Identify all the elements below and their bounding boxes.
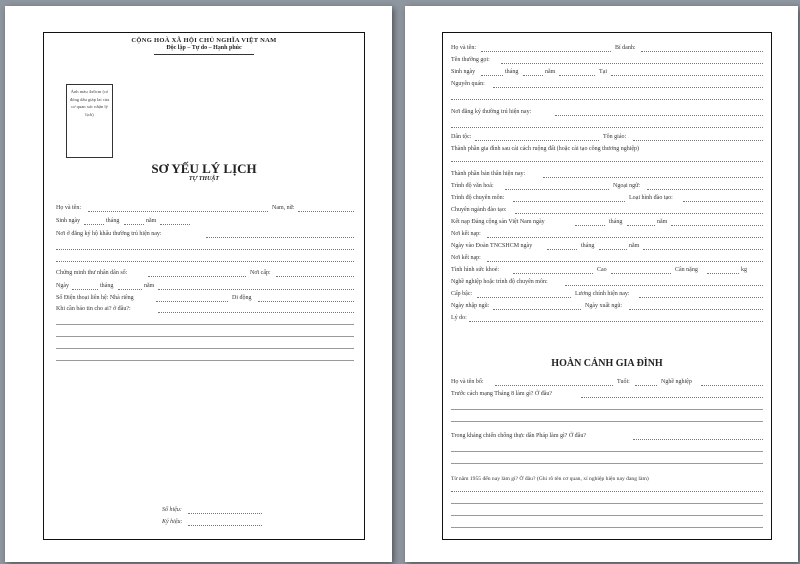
father-name-field[interactable] xyxy=(495,385,613,386)
health-label: Tình hình sức khoẻ: xyxy=(451,267,500,273)
page-1-frame xyxy=(43,32,365,540)
training-type-label: Loại hình đào tạo: xyxy=(629,195,673,201)
family-class-label: Thành phần gia đình sau cải cách ruộng đất (hoặc cải tạo công thương nghiệp) xyxy=(451,146,640,152)
since-1955-field[interactable] xyxy=(451,491,763,492)
party-place-label: Nơi kết nạp: xyxy=(451,231,481,237)
rank-field[interactable] xyxy=(477,297,571,298)
emergency-label: Khi cần báo tin cho ai? ở đâu?: xyxy=(56,306,131,312)
reason-field[interactable] xyxy=(469,321,763,322)
reason-label: Lý do: xyxy=(451,315,467,321)
issued-month-label: tháng xyxy=(100,283,114,289)
p2-residence-field[interactable] xyxy=(555,115,763,116)
photo-box-text: Ảnh màu 4x6cm (có đóng dấu giáp lai của cơ quan xác nhận lý lịch) xyxy=(69,89,110,117)
weight-field[interactable] xyxy=(707,273,739,274)
dob-place-label: Tại xyxy=(599,69,607,75)
dob-day-field[interactable] xyxy=(84,224,104,225)
so-hieu-label: Số hiệu: xyxy=(162,507,182,513)
during-war-label: Trong kháng chiến chống thực dân Pháp làm gì? Ở đâu? xyxy=(451,433,587,439)
before-revolution-line-2[interactable] xyxy=(451,409,763,410)
issued-day-label: Ngày xyxy=(56,283,69,289)
ethnicity-field[interactable] xyxy=(475,140,599,141)
dob-month-field[interactable] xyxy=(124,224,144,225)
father-age-label: Tuổi: xyxy=(617,379,630,385)
during-war-line-2[interactable] xyxy=(451,451,763,452)
religion-field[interactable] xyxy=(633,140,763,141)
page-2-frame xyxy=(442,32,772,540)
before-revolution-field[interactable] xyxy=(581,397,763,398)
during-war-field[interactable] xyxy=(633,439,763,440)
religion-label: Tôn giáo: xyxy=(603,134,627,140)
father-age-field[interactable] xyxy=(635,385,657,386)
p2-dob-year-label: năm xyxy=(545,69,556,75)
foreign-lang-field[interactable] xyxy=(647,189,763,190)
p2-dob-label: Sinh ngày xyxy=(451,69,476,75)
occupation-field[interactable] xyxy=(565,285,763,286)
party-month-label: tháng xyxy=(609,219,623,225)
youth-year-label: năm xyxy=(629,243,640,249)
p2-full-name-label: Họ và tên: xyxy=(451,45,476,51)
culture-level-field[interactable] xyxy=(505,189,609,190)
issued-place-field[interactable] xyxy=(276,276,354,277)
emergency-field[interactable] xyxy=(158,312,354,313)
full-name-field[interactable] xyxy=(88,211,268,212)
emergency-line-5[interactable] xyxy=(56,360,354,361)
dob-label: Sinh ngày xyxy=(56,218,81,224)
party-year-field[interactable] xyxy=(671,225,763,226)
residence-label: Nơi ở đăng ký hộ khẩu thường trú hiện nay: xyxy=(56,231,162,237)
dob-month-label: tháng xyxy=(106,218,120,224)
issued-year-label: năm xyxy=(144,283,155,289)
during-war-line-3[interactable] xyxy=(451,463,763,464)
occupation-label: Nghề nghiệp hoặc trình độ chuyên môn: xyxy=(451,279,548,285)
page-2 xyxy=(405,6,798,562)
since-1955-label: Từ năm 1955 đến nay làm gì? Ở đâu? (Ghi rõ tên cơ quan, xí nghiệp hiện nay đang làm) xyxy=(451,476,649,482)
father-job-label: Nghề nghiệp xyxy=(661,379,692,385)
weight-unit: kg xyxy=(741,267,747,273)
hometown-line-2[interactable] xyxy=(451,99,763,100)
current-class-field[interactable] xyxy=(543,177,763,178)
hometown-field[interactable] xyxy=(493,87,763,88)
issued-day-field[interactable] xyxy=(72,289,98,290)
expertise-level-label: Trình độ chuyên môn: xyxy=(451,195,505,201)
discharge-date-label: Ngày xuất ngũ: xyxy=(585,303,622,309)
common-name-label: Tên thường gọi: xyxy=(451,57,490,63)
since-1955-line-3[interactable] xyxy=(451,515,763,516)
p2-dob-year-field[interactable] xyxy=(559,75,595,76)
family-section-title: HOÀN CẢNH GIA ĐÌNH xyxy=(551,358,663,369)
youth-year-field[interactable] xyxy=(643,249,763,250)
gender-label: Nam, nữ: xyxy=(272,205,295,211)
major-field[interactable] xyxy=(515,213,763,214)
p2-dob-month-field[interactable] xyxy=(523,75,543,76)
height-label: Cao xyxy=(597,267,607,273)
full-name-label: Họ và tên: xyxy=(56,205,81,211)
since-1955-line-4[interactable] xyxy=(451,527,763,528)
hometown-label: Nguyên quán: xyxy=(451,81,485,87)
id-card-label: Chứng minh thư nhân dân số: xyxy=(56,270,128,276)
before-revolution-label: Trước cách mạng Tháng 8 làm gì? Ở đâu? xyxy=(451,391,553,397)
salary-label: Lương chính hiện nay: xyxy=(575,291,630,297)
family-class-field[interactable] xyxy=(451,161,763,162)
common-name-field[interactable] xyxy=(501,63,763,64)
rank-label: Cấp bậc: xyxy=(451,291,473,297)
foreign-lang-label: Ngoại ngữ: xyxy=(613,183,641,189)
culture-level-label: Trình độ văn hoá: xyxy=(451,183,494,189)
motto-underline xyxy=(154,54,254,55)
mobile-label: Di động xyxy=(232,295,252,301)
health-field[interactable] xyxy=(513,273,593,274)
party-place-field[interactable] xyxy=(487,237,763,238)
issued-year-field[interactable] xyxy=(158,289,354,290)
join-date-label: Ngày nhập ngũ: xyxy=(451,303,490,309)
major-label: Chuyên ngành đào tạo: xyxy=(451,207,507,213)
discharge-date-field[interactable] xyxy=(629,309,763,310)
emergency-line-4[interactable] xyxy=(56,348,354,349)
youth-place-label: Nơi kết nạp: xyxy=(451,255,481,261)
salary-field[interactable] xyxy=(639,297,763,298)
alias-field[interactable] xyxy=(641,51,763,52)
ky-hieu-label: Ký hiệu: xyxy=(162,519,183,525)
form-subtitle: TỰ THUẬT xyxy=(188,176,220,182)
p2-dob-day-field[interactable] xyxy=(481,75,503,76)
weight-label: Cân nặng xyxy=(675,267,698,273)
youth-month-field[interactable] xyxy=(599,249,627,250)
youth-place-field[interactable] xyxy=(487,261,763,262)
youth-day-field[interactable] xyxy=(547,249,577,250)
so-hieu-field[interactable] xyxy=(188,513,262,514)
p2-residence-label: Nơi đăng ký thường trú hiện nay: xyxy=(451,109,532,115)
ethnicity-label: Dân tộc: xyxy=(451,134,472,140)
motto: Độc lập – Tự do – Hạnh phúc xyxy=(166,45,242,51)
party-year-label: năm xyxy=(657,219,668,225)
emergency-line-3[interactable] xyxy=(56,336,354,337)
mobile-field[interactable] xyxy=(258,301,354,302)
party-day-field[interactable] xyxy=(575,225,605,226)
party-month-field[interactable] xyxy=(627,225,655,226)
id-card-field[interactable] xyxy=(148,276,246,277)
p2-full-name-field[interactable] xyxy=(481,51,611,52)
residence-line-2[interactable] xyxy=(56,249,354,250)
father-name-label: Họ và tên bố: xyxy=(451,379,484,385)
issued-month-field[interactable] xyxy=(118,289,142,290)
phone-home-field[interactable] xyxy=(156,301,228,302)
nation-header: CỘNG HOÀ XÃ HỘI CHỦ NGHĨA VIỆT NAM xyxy=(131,37,277,44)
emergency-line-2[interactable] xyxy=(56,324,354,325)
page-1 xyxy=(5,6,392,562)
before-revolution-line-3[interactable] xyxy=(451,421,763,422)
issued-place-label: Nơi cấp: xyxy=(250,270,271,276)
photo-box xyxy=(66,84,113,158)
form-title: SƠ YẾU LÝ LỊCH xyxy=(151,161,257,176)
father-job-field[interactable] xyxy=(701,385,763,386)
alias-label: Bí danh: xyxy=(615,45,636,51)
p2-dob-month-label: tháng xyxy=(505,69,519,75)
dob-year-field[interactable] xyxy=(160,224,190,225)
join-date-field[interactable] xyxy=(493,309,581,310)
current-class-label: Thành phần bản thân hiện nay: xyxy=(451,171,526,177)
ky-hieu-field[interactable] xyxy=(188,525,262,526)
dob-place-field[interactable] xyxy=(611,75,763,76)
dob-year-label: năm xyxy=(146,218,157,224)
expertise-level-field[interactable] xyxy=(513,201,625,202)
youth-month-label: tháng xyxy=(581,243,595,249)
since-1955-line-2[interactable] xyxy=(451,503,763,504)
residence-field[interactable] xyxy=(206,237,354,238)
gender-field[interactable] xyxy=(298,211,354,212)
height-field[interactable] xyxy=(611,273,671,274)
residence-line-3[interactable] xyxy=(56,261,354,262)
p2-residence-line-2[interactable] xyxy=(451,127,763,128)
party-join-label: Kết nạp Đảng cộng sản Việt Nam ngày xyxy=(451,219,545,225)
youth-join-label: Ngày vào Đoàn TNCSHCM ngày xyxy=(451,243,533,249)
phone-label: Số Điện thoại liên hệ: Nhà riêng xyxy=(56,295,134,301)
training-type-field[interactable] xyxy=(683,201,763,202)
